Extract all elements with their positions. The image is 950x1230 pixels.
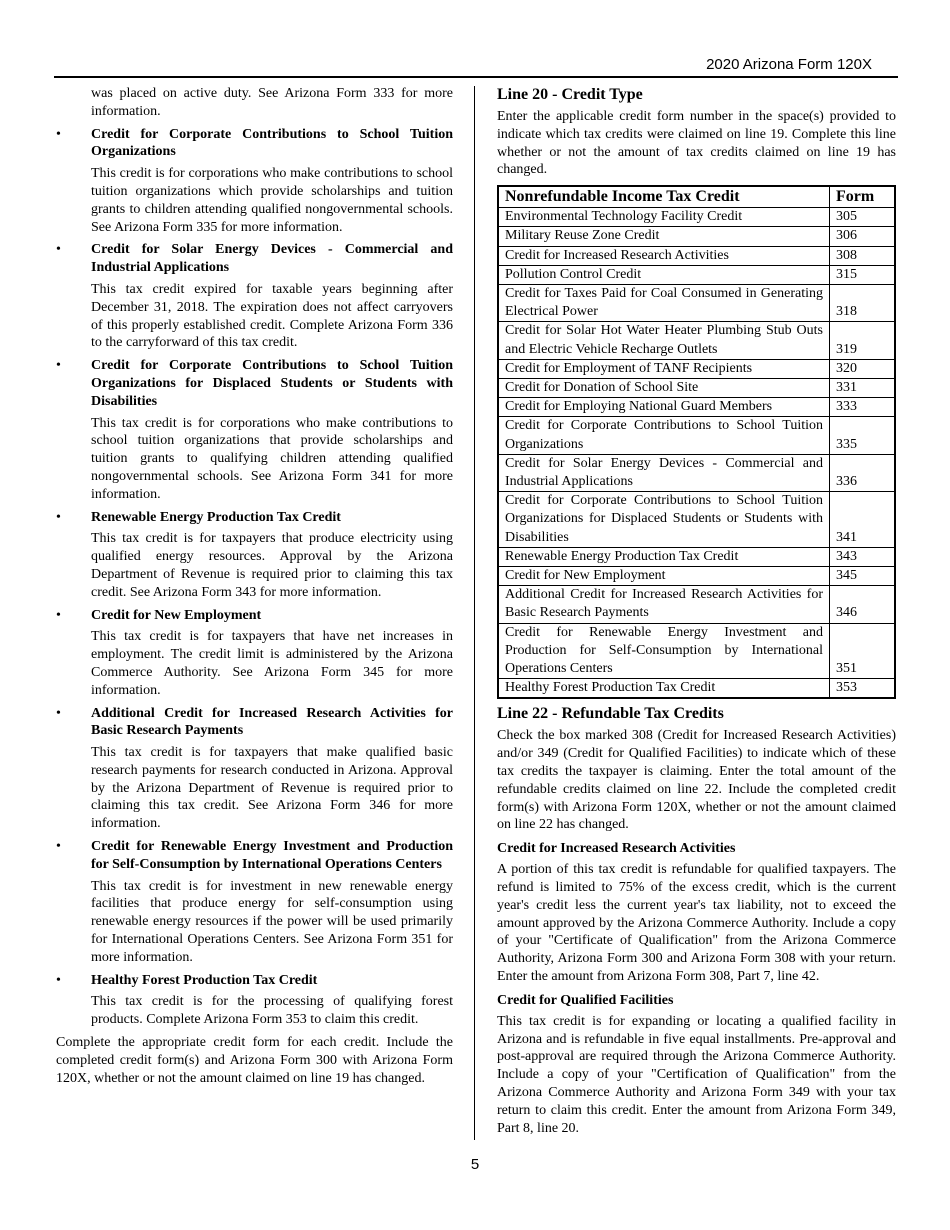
credit-name-cell: Credit for New Employment [498,567,830,586]
table-row [498,208,895,227]
table-row [498,586,895,623]
form-number-cell: 335 [830,417,896,454]
form-number-cell: 319 [830,322,896,359]
credit-item-body: This tax credit expired for taxable years beginning after December 31, 2018. The expiration does not affect carryovers of this properly established credit. Complete Arizona Form 336 to the carryforward of this tax credit. [91,281,453,351]
credit-item-title: Additional Credit for Increased Research Activities for Basic Research Payments [91,705,453,739]
table-row [498,492,895,548]
form-number-cell: 305 [830,208,896,227]
bullet-icon: • [56,839,61,855]
table-row [498,265,895,284]
credit-name-cell: Credit for Corporate Contributions to School Tuition Organizations for Displaced Students or Students with Disabilities [498,492,830,548]
credit-item-title: Credit for Corporate Contributions to School Tuition Organizations [91,126,453,160]
credit-name-cell: Credit for Employment of TANF Recipients [498,359,830,378]
credit-name-cell: Credit for Solar Energy Devices - Commercial and Industrial Applications [498,454,830,491]
form-number-cell: 351 [830,623,896,679]
credit-item-body: This tax credit is for investment in new renewable energy facilities that produce energy for self-consumption using renewable energy resources if the power will be used primarily for International Operations Centers. See Arizona Form 351 for more information. [91,878,453,965]
credit-item [56,357,453,503]
research-text: A portion of this tax credit is refundable for qualified taxpayers. The refund is limited to 75% of the excess credit, which is the current year's credit less the current year's tax liability, not to exceed the amount approved by the Arizona Commerce Authority. Include a copy of your "Certificate of Qualification" from the Arizona Commerce Authority, Arizona Form 300 and Arizona Form 308 with your return. Enter the amount from Arizona Form 308, Part 7, line 42. [497,862,896,985]
credit-name-cell: Environmental Technology Facility Credit [498,208,830,227]
form-number-cell: 308 [830,246,896,265]
bullet-icon: • [56,607,61,623]
form-number-cell: 353 [830,679,896,699]
form-number-cell: 336 [830,454,896,491]
closing-text: Complete the appropriate credit form for each credit. Include the completed credit form(s) and Arizona Form 300 with Arizona Form 120X, whether or not the amount claimed on line 19 has changed. [56,1035,453,1086]
page-number: 5 [470,1156,480,1173]
credit-item [56,705,453,834]
credit-list [56,126,453,1029]
credit-item-title: Healthy Forest Production Tax Credit [91,972,318,988]
line22-heading: Line 22 - Refundable Tax Credits [497,705,724,723]
credit-name-cell: Pollution Control Credit [498,265,830,284]
table-body [498,208,895,699]
table-header-form: Form [830,186,896,208]
credit-item [56,972,453,1029]
form-number-cell: 315 [830,265,896,284]
research-heading: Credit for Increased Research Activities [497,841,736,857]
bullet-icon: • [56,972,61,988]
credit-item [56,607,453,700]
table-row [498,623,895,679]
form-number-cell: 331 [830,379,896,398]
credit-item [56,838,453,967]
table-row [498,398,895,417]
form-title: 2020 Arizona Form 120X [706,56,872,73]
table-row [498,417,895,454]
credit-name-cell: Credit for Taxes Paid for Coal Consumed in Generating Electrical Power [498,285,830,322]
form-number-cell: 306 [830,227,896,246]
right-column [497,85,896,1137]
credit-name-cell: Military Reuse Zone Credit [498,227,830,246]
credit-item [56,509,453,602]
credit-item-body: This tax credit is for corporations who make contributions to school tuition organizations that provide scholarships and tuition grants to qualifying children attending qualified nongovernmental schools. See Arizona Form 341 for more information. [91,415,453,502]
table-row [498,359,895,378]
credit-item [56,126,453,237]
table-row [498,454,895,491]
bullet-icon: • [56,126,61,142]
form-number-cell: 343 [830,547,896,566]
line22-text: Check the box marked 308 (Credit for Increased Research Activities) and/or 349 (Credit for Qualified Facilities) to indicate which of these tax credits the taxpayer is claiming. Enter the total amount of the refundable credits claimed on line 22. Include the completed credit form(s) with Arizona Form 120X, whether or not the amount claimed on line 22 has changed. [497,728,896,833]
bullet-icon: • [56,242,61,258]
page-header [54,56,898,78]
left-column [56,85,453,1087]
credit-name-cell: Renewable Energy Production Tax Credit [498,547,830,566]
credit-name-cell: Credit for Increased Research Activities [498,246,830,265]
credit-item-body: This tax credit is for the processing of qualifying forest products. Complete Arizona Form 353 to claim this credit. [91,994,453,1028]
column-divider [474,86,475,1140]
bullet-icon: • [56,705,61,721]
credit-table [497,185,896,699]
intro-text: was placed on active duty. See Arizona Form 333 for more information. [91,86,453,119]
credit-item-body: This tax credit is for taxpayers that produce electricity using qualified energy resources. Approval by the Arizona Department of Revenue is required prior to claiming this tax credit. See Arizona Form 343 for more information. [91,531,453,600]
credit-item-body: This credit is for corporations who make contributions to school tuition organizations which provide scholarships and tuition grants to children attending qualified nongovernmental schools. See Arizona Form 335 for more information. [91,166,453,235]
credit-item-title: Credit for Solar Energy Devices - Commercial and Industrial Applications [91,242,453,276]
credit-name-cell: Credit for Donation of School Site [498,379,830,398]
credit-name-cell: Credit for Solar Hot Water Heater Plumbing Stub Outs and Electric Vehicle Recharge Outlets [498,322,830,359]
form-number-cell: 345 [830,567,896,586]
credit-item-title: Credit for New Employment [91,607,262,623]
facilities-heading: Credit for Qualified Facilities [497,992,674,1008]
line20-heading: Line 20 - Credit Type [497,86,643,103]
line20-text: Enter the applicable credit form number in the space(s) provided to indicate which tax credits were claimed on line 19. Complete this line whether or not the amount of tax credits claimed on line 19 has changed. [497,109,896,178]
table-row [498,227,895,246]
form-number-cell: 346 [830,586,896,623]
credit-item-title: Credit for Renewable Energy Investment and Production for Self-Consumption by International Operations Centers [91,839,453,872]
form-number-cell: 318 [830,285,896,322]
table-header-row [498,186,895,208]
credit-item-title: Renewable Energy Production Tax Credit [91,509,341,525]
credit-name-cell: Credit for Corporate Contributions to School Tuition Organizations [498,417,830,454]
credit-item [56,241,453,352]
form-number-cell: 320 [830,359,896,378]
table-row [498,246,895,265]
bullet-icon: • [56,509,61,525]
credit-item-title: Credit for Corporate Contributions to School Tuition Organizations for Displaced Students or Students with Disabilities [91,358,453,409]
credit-name-cell: Additional Credit for Increased Research Activities for Basic Research Payments [498,586,830,623]
table-row [498,567,895,586]
form-number-cell: 333 [830,398,896,417]
credit-name-cell: Credit for Employing National Guard Members [498,398,830,417]
table-header-credit: Nonrefundable Income Tax Credit [498,186,830,208]
table-row [498,379,895,398]
credit-item-body: This tax credit is for taxpayers that make qualified basic research payments for research conducted in Arizona. Approval by the Arizona Department of Revenue is required prior to claiming this tax credit. See Arizona Form 346 for more information. [91,745,453,832]
bullet-icon: • [56,358,61,374]
table-row [498,322,895,359]
credit-name-cell: Credit for Renewable Energy Investment and Production for Self-Consumption by International Operations Centers [498,623,830,679]
credit-item-body: This tax credit is for taxpayers that have net increases in employment. The credit limit is administered by the Arizona Commerce Authority. See Arizona Form 345 for more information. [91,629,453,698]
table-row [498,547,895,566]
facilities-text: This tax credit is for expanding or locating a qualified facility in Arizona and is refundable in five equal installments. Pre-approval and post-approval are required through the Arizona Commerce Authority. Include a copy of your "Certification of Qualification" from the Arizona Commerce Authority and Arizona Form 349 with your tax return to claim this credit. Enter the amount from Arizona Form 349, Part 8, line 20. [497,1013,896,1136]
credit-name-cell: Healthy Forest Production Tax Credit [498,679,830,699]
table-row [498,285,895,322]
form-number-cell: 341 [830,492,896,548]
table-row [498,679,895,699]
